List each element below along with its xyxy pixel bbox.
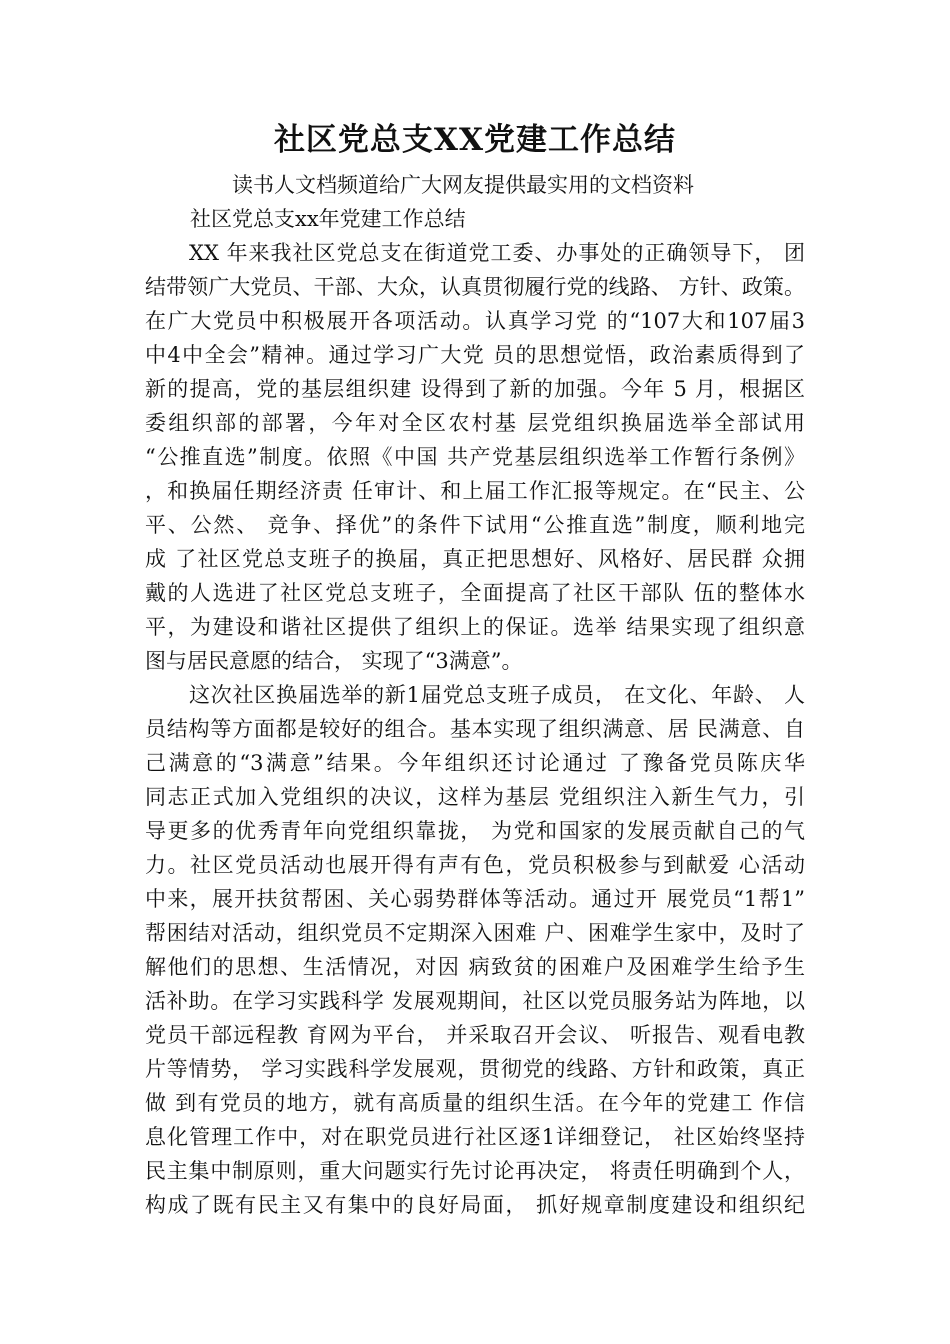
text-line: 力。社区党员活动也展开得有声有色，党员积极参与到献爱 心活动	[145, 853, 805, 877]
paragraph-1	[145, 236, 805, 678]
text-line: 戴的人选进了社区党总支班子，全面提高了社区干部队 伍的整体水	[145, 581, 805, 605]
text-line: 平、公然、 竞争、择优”的条件下试用“公推直选”制度，顺利地完	[145, 513, 805, 537]
text-line: 中4中全会”精神。通过学习广大党 员的思想觉悟，政治素质得到了	[145, 343, 805, 367]
text-line: “公推直选”制度。依照《中国 共产党基层组织选举工作暂行条例》	[145, 445, 805, 469]
text-line: 做 到有党员的地方，就有高质量的组织生活。在今年的党建工 作信	[145, 1091, 805, 1115]
text-line: 息化管理工作中，对在职党员进行社区逐1详细登记， 社区始终坚持	[145, 1125, 805, 1149]
text-line: 民主集中制原则，重大问题实行先讨论再决定， 将责任明确到个人，	[145, 1159, 805, 1183]
document-subheading: 社区党总支xx年党建工作总结	[190, 207, 466, 231]
text-line: 图与居民意愿的结合， 实现了“3满意”。	[145, 649, 523, 673]
text-line: 中来，展开扶贫帮困、关心弱势群体等活动。通过开 展党员“1帮1”	[145, 887, 805, 911]
document-body	[145, 236, 805, 1222]
document-title: 社区党总支XX党建工作总结	[273, 122, 677, 158]
text-line: 活补助。在学习实践科学 发展观期间，社区以党员服务站为阵地，以	[145, 989, 805, 1013]
text-line: 在广大党员中积极展开各项活动。认真学习党 的“107大和107届3	[145, 309, 805, 333]
text-line: 员结构等方面都是较好的组合。基本实现了组织满意、居 民满意、自	[145, 717, 805, 741]
text-line: 己满意的“3满意”结果。今年组织还讨论通过 了豫备党员陈庆华	[145, 751, 805, 775]
text-line: XX 年来我社区党总支在街道党工委、办事处的正确领导下， 团	[189, 241, 805, 265]
text-line: 党员干部远程教 育网为平台， 并采取召开会议、 听报告、观看电教	[145, 1023, 805, 1047]
text-line: 新的提高，党的基层组织建 设得到了新的加强。今年 5 月，根据区	[145, 377, 805, 401]
text-line: 结带领广大党员、干部、大众，认真贯彻履行党的线路、 方针、政策。	[145, 275, 805, 299]
text-line: 平，为建设和谐社区提供了组织上的保证。选举 结果实现了组织意	[145, 615, 805, 639]
text-line: 同志正式加入党组织的决议，这样为基层 党组织注入新生气力，引	[145, 785, 805, 809]
text-line: 这次社区换届选举的新1届党总支班子成员， 在文化、年龄、 人	[189, 683, 805, 707]
text-line: 委组织部的部署，今年对全区农村基 层党组织换届选举全部试用	[145, 411, 805, 435]
text-line: 帮困结对活动，组织党员不定期深入困难 户、困难学生家中，及时了	[145, 921, 805, 945]
document-subtitle: 读书人文档频道给广大网友提供最实用的文档资料	[232, 173, 694, 197]
text-line: 片等情势， 学习实践科学发展观，贯彻党的线路、方针和政策，真正	[145, 1057, 805, 1081]
text-line: 构成了既有民主又有集中的良好局面， 抓好规章制度建设和组织纪	[145, 1193, 805, 1217]
text-line: 成 了社区党总支班子的换届，真正把思想好、风格好、居民群 众拥	[145, 547, 805, 571]
text-line: ，和换届任期经济责 任审计、和上届工作汇报等规定。在“民主、公	[145, 479, 805, 503]
text-line: 解他们的思想、生活情况，对因 病致贫的困难户及困难学生给予生	[145, 955, 805, 979]
text-line: 导更多的优秀青年向党组织靠拢， 为党和国家的发展贡献自己的气	[145, 819, 805, 843]
paragraph-2	[145, 678, 805, 1222]
